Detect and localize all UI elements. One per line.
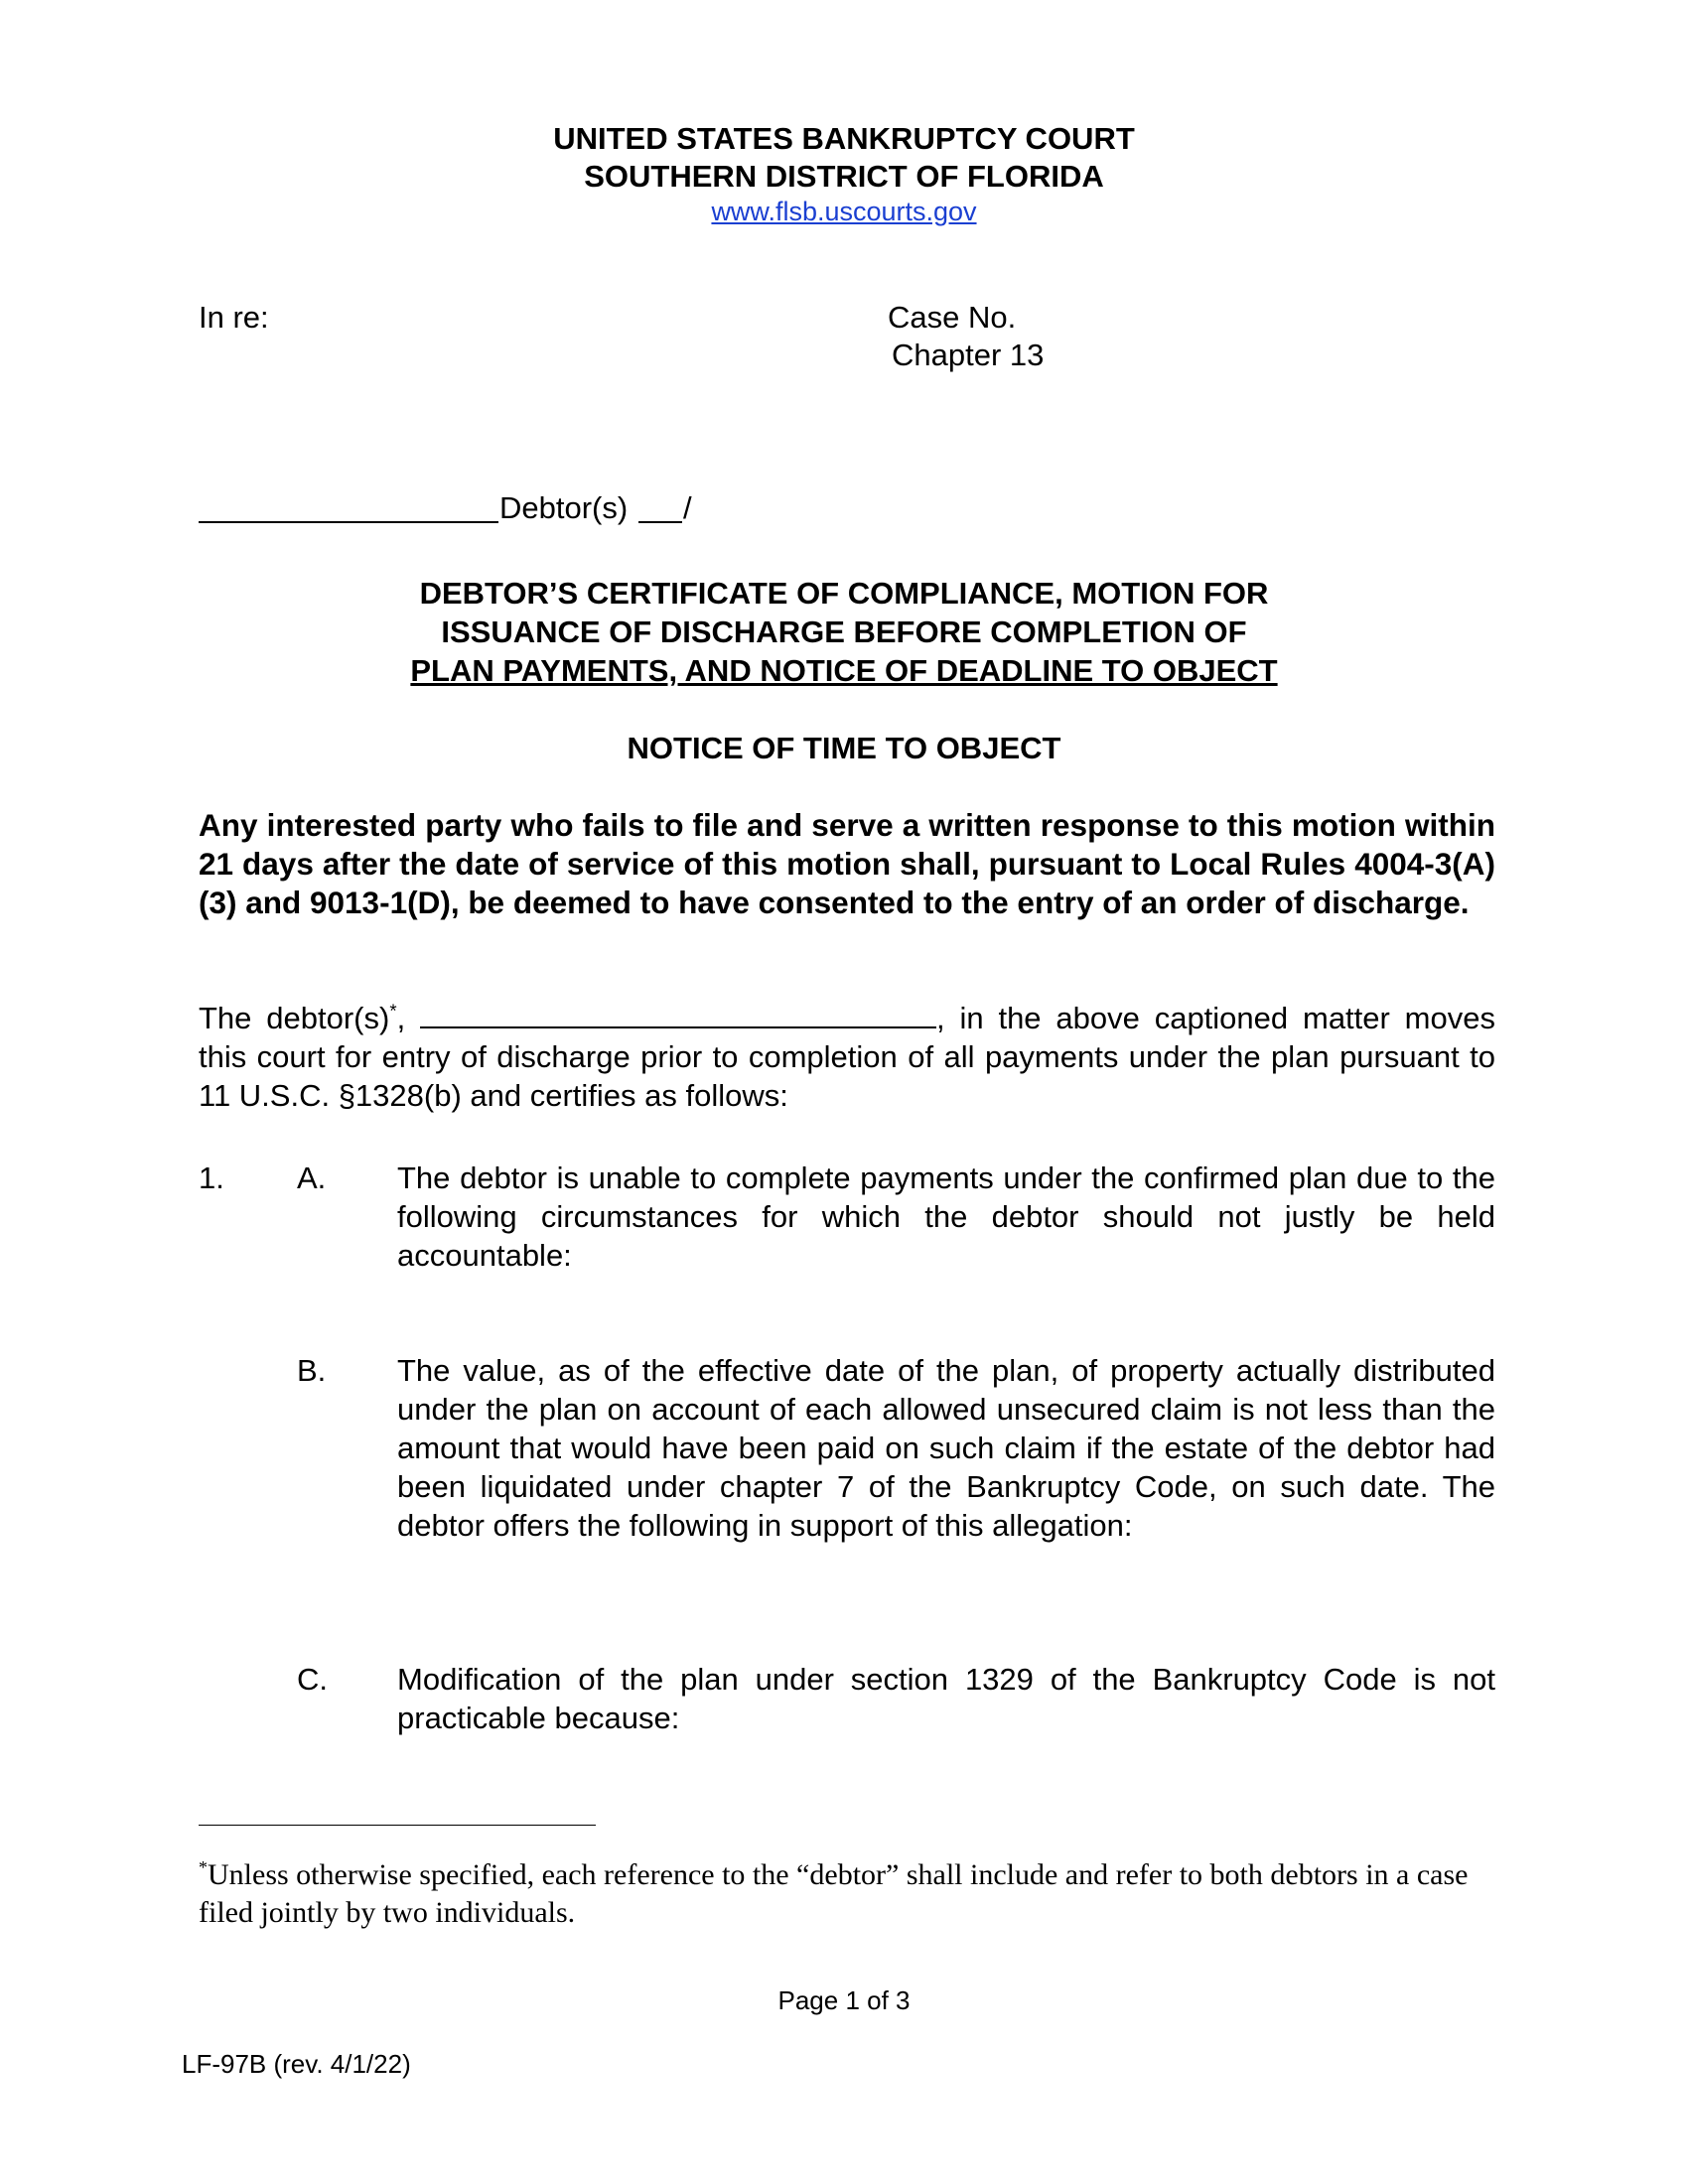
chapter-label: Chapter 13 bbox=[892, 338, 1045, 372]
debtor-name-blank[interactable] bbox=[199, 521, 498, 523]
item-c-letter: C. bbox=[297, 1662, 328, 1697]
title-line-2: ISSUANCE OF DISCHARGE BEFORE COMPLETION OF bbox=[441, 614, 1247, 649]
footnote-text: Unless otherwise specified, each reference to the “debtor” shall include and refer to both debtors in a case filed jointly by two individuals. bbox=[199, 1858, 1469, 1929]
item-c-text: Modification of the plan under section 1329 of the Bankruptcy Code is not practicable because: bbox=[397, 1662, 1495, 1735]
page-number: Page 1 of 3 bbox=[777, 1985, 911, 2015]
footnote-mark: * bbox=[199, 1857, 208, 1877]
in-re-label: In re: bbox=[199, 300, 269, 335]
notice-body: Any interested party who fails to file and serve a written response to this motion within 21 days after the date of service of this motion shall, pursuant to Local Rules 4004-3(A)(3) and 9013-1(D), be deemed to have consented to the entry of an order of discharge. bbox=[199, 807, 1495, 920]
intro-suffix: , in the above captioned matter moves this court for entry of discharge prior to completion of all payments under the plan pursuant to 11 U.S.C. §1328(b) and certifies as follows: bbox=[199, 1001, 1495, 1113]
intro-prefix: The debtor(s) bbox=[199, 1001, 390, 1035]
item-b-text: The value, as of the effective date of the plan, of property actually distributed under the plan on account of each allowed unsecured claim is not less than the amount that would have been paid on such claim if the estate of the debtor had been liquidated under chapter 7 of the Bankruptcy Code, on such date. The debtor offers the following in support of this allegation: bbox=[397, 1353, 1495, 1543]
title-line-1: DEBTOR’S CERTIFICATE OF COMPLIANCE, MOTION FOR bbox=[419, 576, 1269, 611]
item-a-text: The debtor is unable to complete payments under the confirmed plan due to the following circumstances for which the debtor should not justly be held accountable: bbox=[397, 1160, 1495, 1273]
footnote-separator bbox=[199, 1825, 596, 1826]
document-title bbox=[0, 574, 1688, 690]
notice-heading: NOTICE OF TIME TO OBJECT bbox=[627, 731, 1061, 765]
item-b-letter: B. bbox=[297, 1353, 327, 1388]
footnote bbox=[199, 1856, 1495, 1932]
court-district: SOUTHERN DISTRICT OF FLORIDA bbox=[584, 159, 1104, 194]
caption-slash: / bbox=[683, 490, 692, 525]
intro-footnote-mark: * bbox=[389, 1000, 397, 1022]
case-number-label: Case No. bbox=[888, 300, 1017, 335]
title-line-3-text: PLAN PAYMENTS, AND NOTICE OF DEADLINE TO OBJECT bbox=[410, 653, 1278, 688]
intro-paragraph bbox=[199, 999, 1495, 1115]
debtor-label-rule bbox=[638, 521, 682, 523]
item-a-letter: A. bbox=[297, 1160, 327, 1195]
court-website-link[interactable]: www.flsb.uscourts.gov bbox=[711, 197, 977, 226]
item-number: 1. bbox=[199, 1160, 224, 1195]
form-identifier: LF-97B (rev. 4/1/22) bbox=[182, 2049, 411, 2079]
debtor-names-blank[interactable] bbox=[420, 999, 936, 1028]
debtor-label: Debtor(s) bbox=[499, 490, 629, 525]
intro-comma: , bbox=[396, 1001, 406, 1035]
title-line-3 bbox=[0, 651, 1688, 690]
court-name: UNITED STATES BANKRUPTCY COURT bbox=[553, 121, 1135, 156]
